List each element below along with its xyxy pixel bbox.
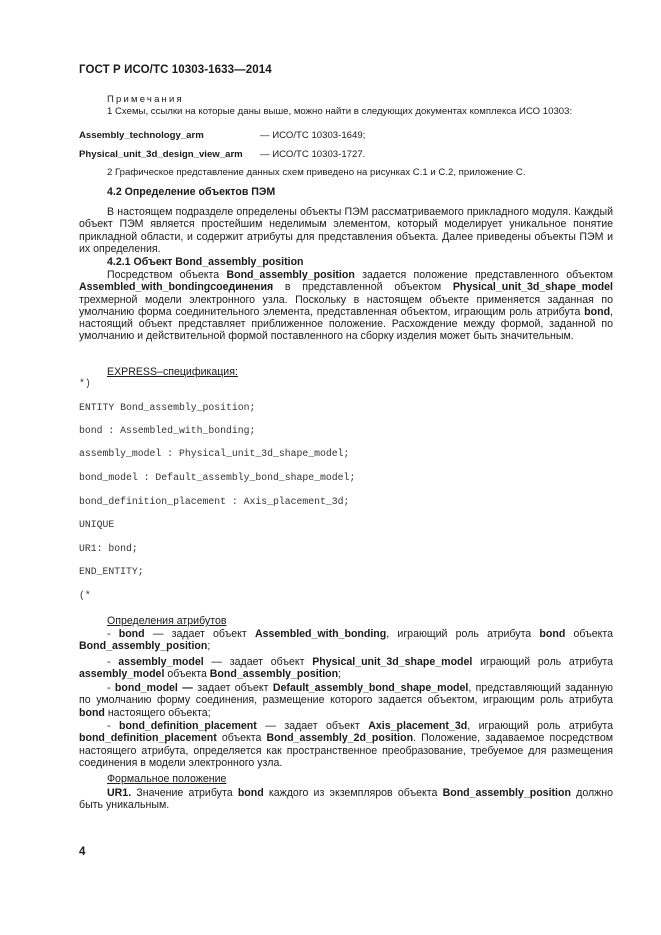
ref-name-1: Assembly_technology_arm xyxy=(79,130,204,141)
ref-name-2: Physical_unit_3d_design_view_arm xyxy=(79,149,243,160)
code-line: assembly_model : Physical_unit_3d_shape_model; xyxy=(79,448,350,459)
attribute-definition: - bond_definition_placement — задает объект Axis_placement_3d, играющий роль атрибута bond_definition_placement объекта Bond_assembly_2d_position. Положение, задаваемое посредством настоящего атрибута, определяется как пространственное преобразование, требуемое для размещения соединения в модели электронного узла. xyxy=(79,720,614,769)
formal-statement: UR1. Значение атрибута bond каждого из экземпляров объекта Bond_assembly_position должно быть уникальным. xyxy=(79,787,613,812)
document-header: ГОСТ Р ИСО/ТС 10303-1633—2014 xyxy=(79,64,272,76)
attributes-label: Определения атрибутов xyxy=(107,615,227,627)
section-title: 4.2 Определение объектов ПЭМ xyxy=(107,186,276,198)
code-line: bond_model : Default_assembly_bond_shape_model; xyxy=(79,472,356,483)
code-line: UR1: bond; xyxy=(79,543,138,554)
code-line: ENTITY Bond_assembly_position; xyxy=(79,402,256,413)
code-line: *) xyxy=(79,378,91,389)
code-line: UNIQUE xyxy=(79,519,115,530)
code-line: bond : Assembled_with_bonding; xyxy=(79,425,256,436)
formal-label: Формальное положение xyxy=(107,773,227,785)
attribute-definition: - bond — задает объект Assembled_with_bonding, играющий роль атрибута bond объекта Bond_assembly_position; xyxy=(79,628,613,653)
section-intro: В настоящем подразделе определены объекты ПЭМ рассматриваемого прикладного модуля. Каждый объект ПЭМ является простейшим неделимым элементом, который моделирует уникальное понятие прикладной области, и содержит атрибуты для представления объекта. Далее приведены объекты ПЭМ и их определения. xyxy=(79,206,613,255)
note-item-1: 1 Схемы, ссылки на которые даны выше, можно найти в следующих документах комплекса ИСО 10303: xyxy=(107,106,573,117)
note-item-2: 2 Графическое представление данных схем приведено на рисунках С.1 и С.2, приложение С. xyxy=(107,167,526,178)
note-title: Примечания xyxy=(107,94,184,105)
page-number: 4 xyxy=(79,846,86,858)
express-label: EXPRESS–спецификация: xyxy=(107,366,238,378)
ref-doc-1: — ИСО/ТС 10303-1649; xyxy=(260,130,366,141)
code-line: END_ENTITY; xyxy=(79,566,144,577)
code-line: bond_definition_placement : Axis_placement_3d; xyxy=(79,496,350,507)
object-description: Посредством объекта Bond_assembly_position задается положение представленного объектом Assembled_with_bondingсоединения в представленной объектом Physical_unit_3d_shape_model трехмерной модели электронного узла. Поскольку в настоящем объекте применяется заданная по умолчанию форма соединительного элемента, представленная объектом, играющим роль атрибута bond, настоящий объект представляет приближенное положение. Расхождение между формой, заданной по умолчанию и действительной формой поставленного на сборку изделия может быть значительным. xyxy=(79,269,613,343)
subsection-title: 4.2.1 Объект Bond_assembly_position xyxy=(107,256,304,268)
attribute-definition: - bond_model — задает объект Default_assembly_bond_shape_model, представляющий заданную по умолчанию форму соединения, размещение которого задается объектом, играющим роль атрибута bond настоящего объекта; xyxy=(79,682,613,719)
ref-doc-2: — ИСО/ТС 10303-1727. xyxy=(260,149,366,160)
attribute-definition: - assembly_model — задает объект Physical_unit_3d_shape_model играющий роль атрибута assembly_model объекта Bond_assembly_position; xyxy=(79,656,613,681)
code-line: (* xyxy=(79,590,91,601)
